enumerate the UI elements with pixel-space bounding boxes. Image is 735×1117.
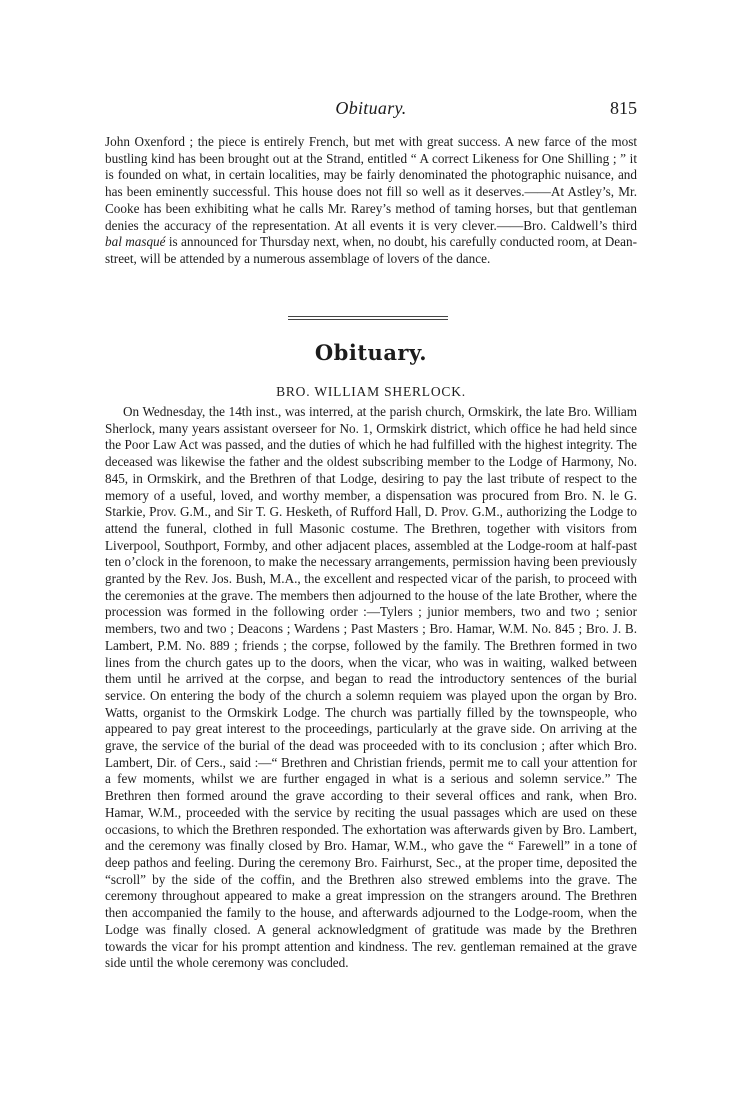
obituary-subhead: BRO. WILLIAM SHERLOCK.: [276, 384, 466, 399]
divider-rule-bottom: [288, 319, 448, 320]
obituary-body: [105, 404, 637, 972]
running-head: [105, 98, 637, 122]
obituary-paragraph: On Wednesday, the 14th inst., was interred, at the parish church, Ormskirk, the late Bro. William Sherlock, many years assistant overseer for No. 1, Ormskirk district, which office he had held since the Poor Law Act was passed, and the duties of which he had fulfilled with the highest integrity. The deceased was likewise the father and the oldest subscribing member to the Lodge of Harmony, No. 845, in Ormskirk, and the Brethren of that Lodge, desiring to pay the last tribute of respect to the memory of a useful, loved, and worthy member, a dispensation was procured from Bro. N. le G. Starkie, Prov. G.M., and Sir T. G. Hesketh, of Rufford Hall, D. Prov. G.M., authorizing the Lodge to attend the funeral, clothed in full Masonic costume. The Brethren, together with visitors from Liverpool, Southport, Formby, and other adjacent places, assembled at the Lodge-room at half-past ten o’clock in the forenoon, to make the necessary arrangements, permission having been previously granted by the Rev. Jos. Bush, M.A., the excellent and respected vicar of the parish, to proceed with the ceremonies at the grave. The members then adjourned to the house of the late Brother, where the procession was formed in the following order :—Tylers ; junior members, two and two ; senior members, two and two ; Deacons ; Wardens ; Past Masters ; Bro. Hamar, W.M. No. 845 ; Bro. J. B. Lambert, P.M. No. 889 ; friends ; the corpse, followed by the family. The Brethren formed in two lines from the church gates up to the doors, when the vicar, who was in waiting, walked between them until he arrived at the corpse, and began to read the introductory sentences of the burial service. On entering the body of the church a solemn requiem was played upon the organ by Bro. Watts, organist to the Ormskirk Lodge. The church was partially filled by the townspeople, who appeared to pay great interest to the proceedings, particularly at the grave side. On arriving at the grave, the service of the burial of the dead was proceeded with to its conclusion ; after which Bro. Lambert, Dir. of Cers., said :—“ Brethren and Christian friends, permit me to call your attention for a few moments, whilst we are further engaged in what is a serious and solemn service.” The Brethren then formed around the grave according to their several offices and rank, when Bro. Hamar, W.M., proceeded with the service by reciting the usual passages which are used on these occasions, to which the Brethren responded. The exhortation was afterwards given by Bro. Lambert, and the ceremony was finally closed by Bro. Hamar, W.M., who gave the “ Farewell” in a tone of deep pathos and feeling. During the ceremony Bro. Fairhurst, Sec., at the proper time, deposited the “scroll” by the side of the coffin, and the Brethren also strewed emblems into the grave. The ceremony throughout appeared to make a great impression on the strangers around. The Brethren then accompanied the family to the house, and afterwards adjourned to the Lodge-room, when the Lodge was finally closed. A general acknowledgment of gratitude was made by the Brethren towards the vicar for his prompt attention and kindness. The rev. gentleman remained at the grave side until the whole ceremony was concluded.: [105, 404, 637, 971]
running-head-title: Obituary.: [335, 98, 407, 118]
previous-article: [105, 134, 637, 268]
previous-article-text-2: is announced for Thursday next, when, no doubt, his carefully conducted room, at Dean-street, will be attended by a numerous assemblage of lovers of the dance.: [105, 234, 637, 266]
previous-article-text-1: John Oxenford ; the piece is entirely French, but met with great success. A new farce of the most bustling kind has been brought out at the Strand, entitled “ A correct Likeness for One Shilling ; ” it is founded on what, in certain localities, may be fairly denominated the photographic nuisance, and has been eminently successful. This house does not fill so well as it deserves.——At Astley’s, Mr. Cooke has been exhibiting what he calls Mr. Rarey’s method of taming horses, but that gentleman denies the accuracy of the representation. At all events it is very clever.——Bro. Caldwell’s third: [105, 134, 637, 233]
previous-article-paragraph: [105, 134, 637, 268]
page-number: 815: [610, 98, 637, 118]
previous-article-italic: bal masqué: [105, 234, 166, 250]
divider-rule-top: [288, 316, 448, 317]
section-divider: [288, 316, 448, 322]
section-title: Obituary.: [314, 340, 428, 365]
